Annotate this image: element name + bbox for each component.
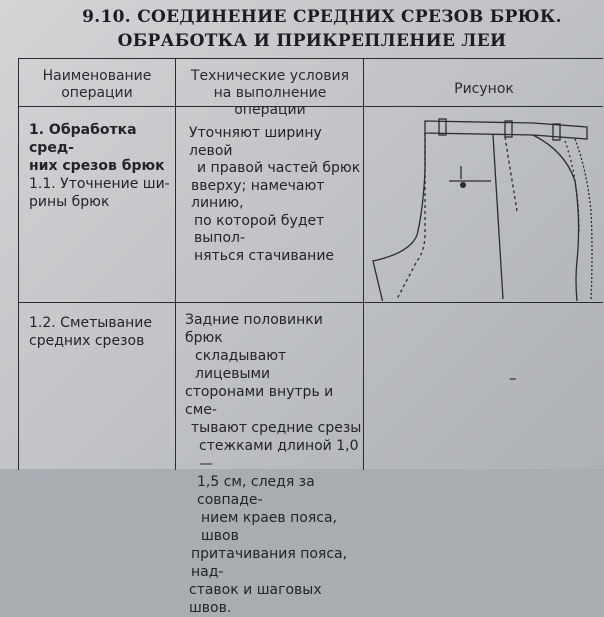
row1-conditions	[189, 125, 363, 265]
row2-cond-line6: 1,5 см, следя за совпаде-	[197, 474, 315, 508]
row1-title-line2: них срезов брюк	[29, 158, 165, 174]
operations-table	[18, 58, 603, 616]
belt-loop-3	[553, 124, 560, 140]
row2-cond-line7: нием краев пояса, швов	[201, 510, 337, 544]
header-figure: Рисунок	[454, 81, 514, 97]
header-operation-line2: операции	[61, 85, 133, 101]
column-divider-1	[175, 59, 176, 470]
waistband-shape	[425, 121, 587, 139]
right-inner-seam	[565, 141, 579, 231]
row1-cond-line1: Уточняют ширину левой	[189, 125, 322, 159]
row2-cond-line1: Задние половинки брюк	[185, 312, 323, 346]
row2-cond-line4: тывают средние срезы	[191, 420, 362, 436]
right-zigzag-edge	[575, 139, 592, 301]
row2-cond-line9: ставок и шаговых швов.	[189, 582, 322, 616]
row2-conditions	[185, 311, 363, 617]
row2-sub-line2: средних срезов	[29, 333, 145, 349]
row1-cond-line4: по которой будет выпол-	[194, 212, 325, 246]
fly-stitching	[505, 137, 517, 211]
header-operation	[19, 68, 175, 102]
row2-cond-line3: сторонами внутрь и сме-	[185, 384, 334, 418]
row2-cond-line5: стежками длиной 1,0 —	[199, 438, 359, 472]
row1-sub-line1: 1.1. Уточнение ши-	[29, 176, 170, 192]
row2-operation	[29, 314, 173, 350]
left-seat-curve	[373, 133, 425, 301]
button-dot	[460, 182, 466, 188]
section-heading-line2: ОБРАБОТКА И ПРИКРЕПЛЕНИЕ ЛЕИ	[117, 31, 507, 51]
row1-sub-line2: рины брюк	[29, 194, 110, 210]
header-conditions	[177, 68, 363, 119]
row1-title-line1: 1. Обработка сред-	[29, 122, 137, 156]
header-conditions-line1: Технические условия	[190, 68, 350, 84]
trousers-outline	[373, 119, 603, 301]
row1-operation	[29, 121, 173, 211]
row2-cond-line2: складывают лицевыми	[195, 348, 287, 382]
row2-sub-line1: 1.2. Сметывание	[29, 315, 153, 331]
row1-cond-line5: няться стачивание	[194, 247, 335, 264]
row2-cond-line8: притачивания пояса, над-	[191, 546, 348, 580]
center-seam	[493, 135, 503, 299]
column-divider-2	[363, 59, 364, 470]
row-divider	[19, 302, 603, 303]
right-side-seam	[533, 135, 579, 301]
trousers-figure	[365, 111, 603, 301]
row1-cond-line2: и правой частей брюк	[197, 160, 361, 176]
header-conditions-line2: на выполнение операции	[213, 85, 327, 118]
row1-cond-line3: вверху; намечают линию,	[191, 177, 325, 211]
row2-figure-dash: –	[509, 369, 517, 387]
section-heading-line1: 9.10. СОЕДИНЕНИЕ СРЕДНИХ СРЕЗОВ БРЮК.	[82, 7, 562, 27]
header-operation-line1: Наименование	[42, 68, 152, 84]
